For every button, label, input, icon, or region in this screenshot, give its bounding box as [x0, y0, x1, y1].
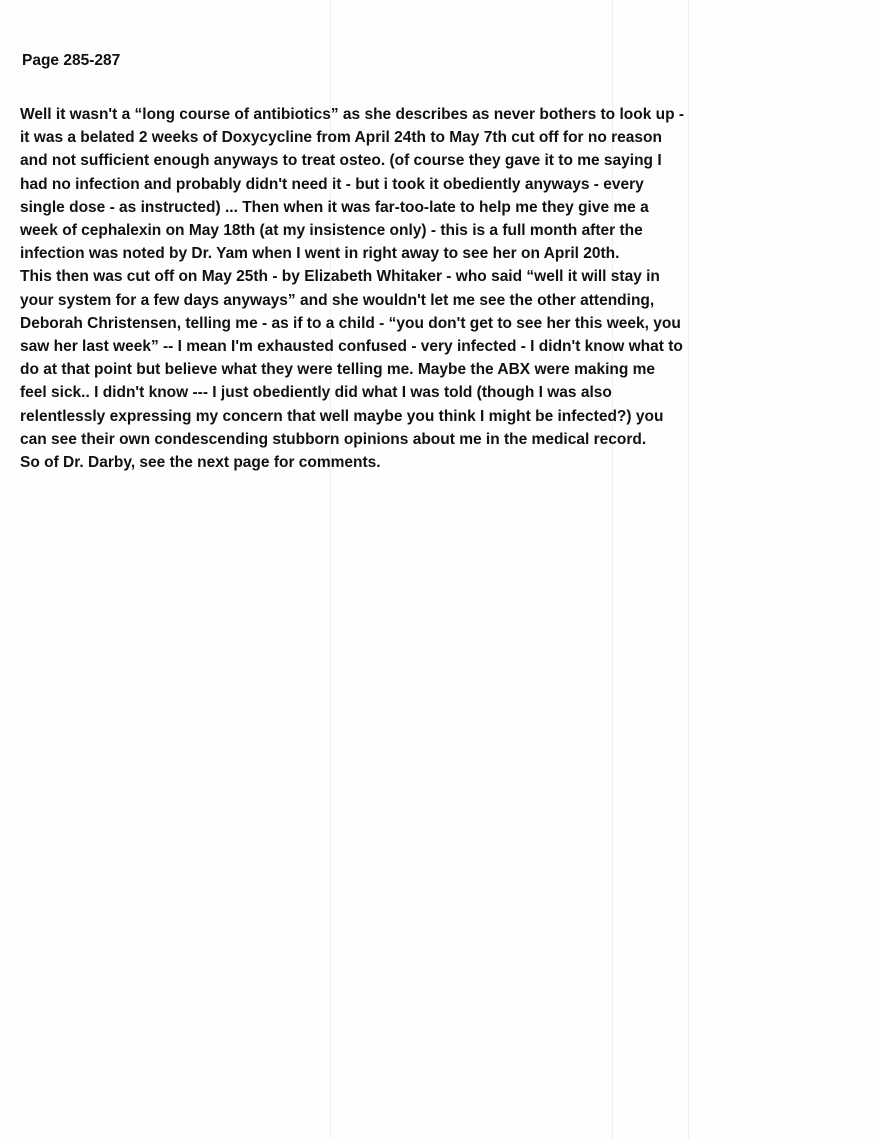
- text-line: So of Dr. Darby, see the next page for comments.: [20, 454, 381, 472]
- text-line: had no infection and probably didn't need it - but i took it obediently anyways - every: [20, 175, 644, 193]
- text-line: Deborah Christensen, telling me - as if to a child - “you don't get to see her this week, you: [20, 314, 681, 332]
- text-line: single dose - as instructed) ... Then when it was far-too-late to help me they give me a: [20, 198, 649, 216]
- text-line: it was a belated 2 weeks of Doxycycline from April 24th to May 7th cut off for no reason: [20, 129, 662, 147]
- text-line: your system for a few days anyways” and she wouldn't let me see the other attending,: [20, 291, 655, 309]
- text-line: can see their own condescending stubborn opinions about me in the medical record.: [20, 430, 647, 448]
- text-line: week of cephalexin on May 18th (at my insistence only) - this is a full month after the: [20, 222, 643, 240]
- text-line: feel sick.. I didn't know --- I just obediently did what I was told (though I was also: [20, 384, 612, 402]
- text-line: relentlessly expressing my concern that well maybe you think I might be infected?) you: [20, 407, 664, 425]
- page-reference-header: Page 285-287: [22, 52, 121, 69]
- text-line: saw her last week” -- I mean I'm exhausted confused - very infected - I didn't know what to: [20, 338, 683, 356]
- text-line: Well it wasn't a “long course of antibiotics” as she describes as never bothers to look up -: [20, 106, 685, 123]
- text-line: This then was cut off on May 25th - by Elizabeth Whitaker - who said “well it will stay in: [20, 268, 660, 286]
- text-line: infection was noted by Dr. Yam when I went in right away to see her on April 20th.: [20, 245, 620, 263]
- text-line: and not sufficient enough anyways to treat osteo. (of course they gave it to me saying I: [20, 152, 662, 170]
- body-paragraph: [20, 103, 870, 474]
- text-line: do at that point but believe what they were telling me. Maybe the ABX were making me: [20, 361, 656, 379]
